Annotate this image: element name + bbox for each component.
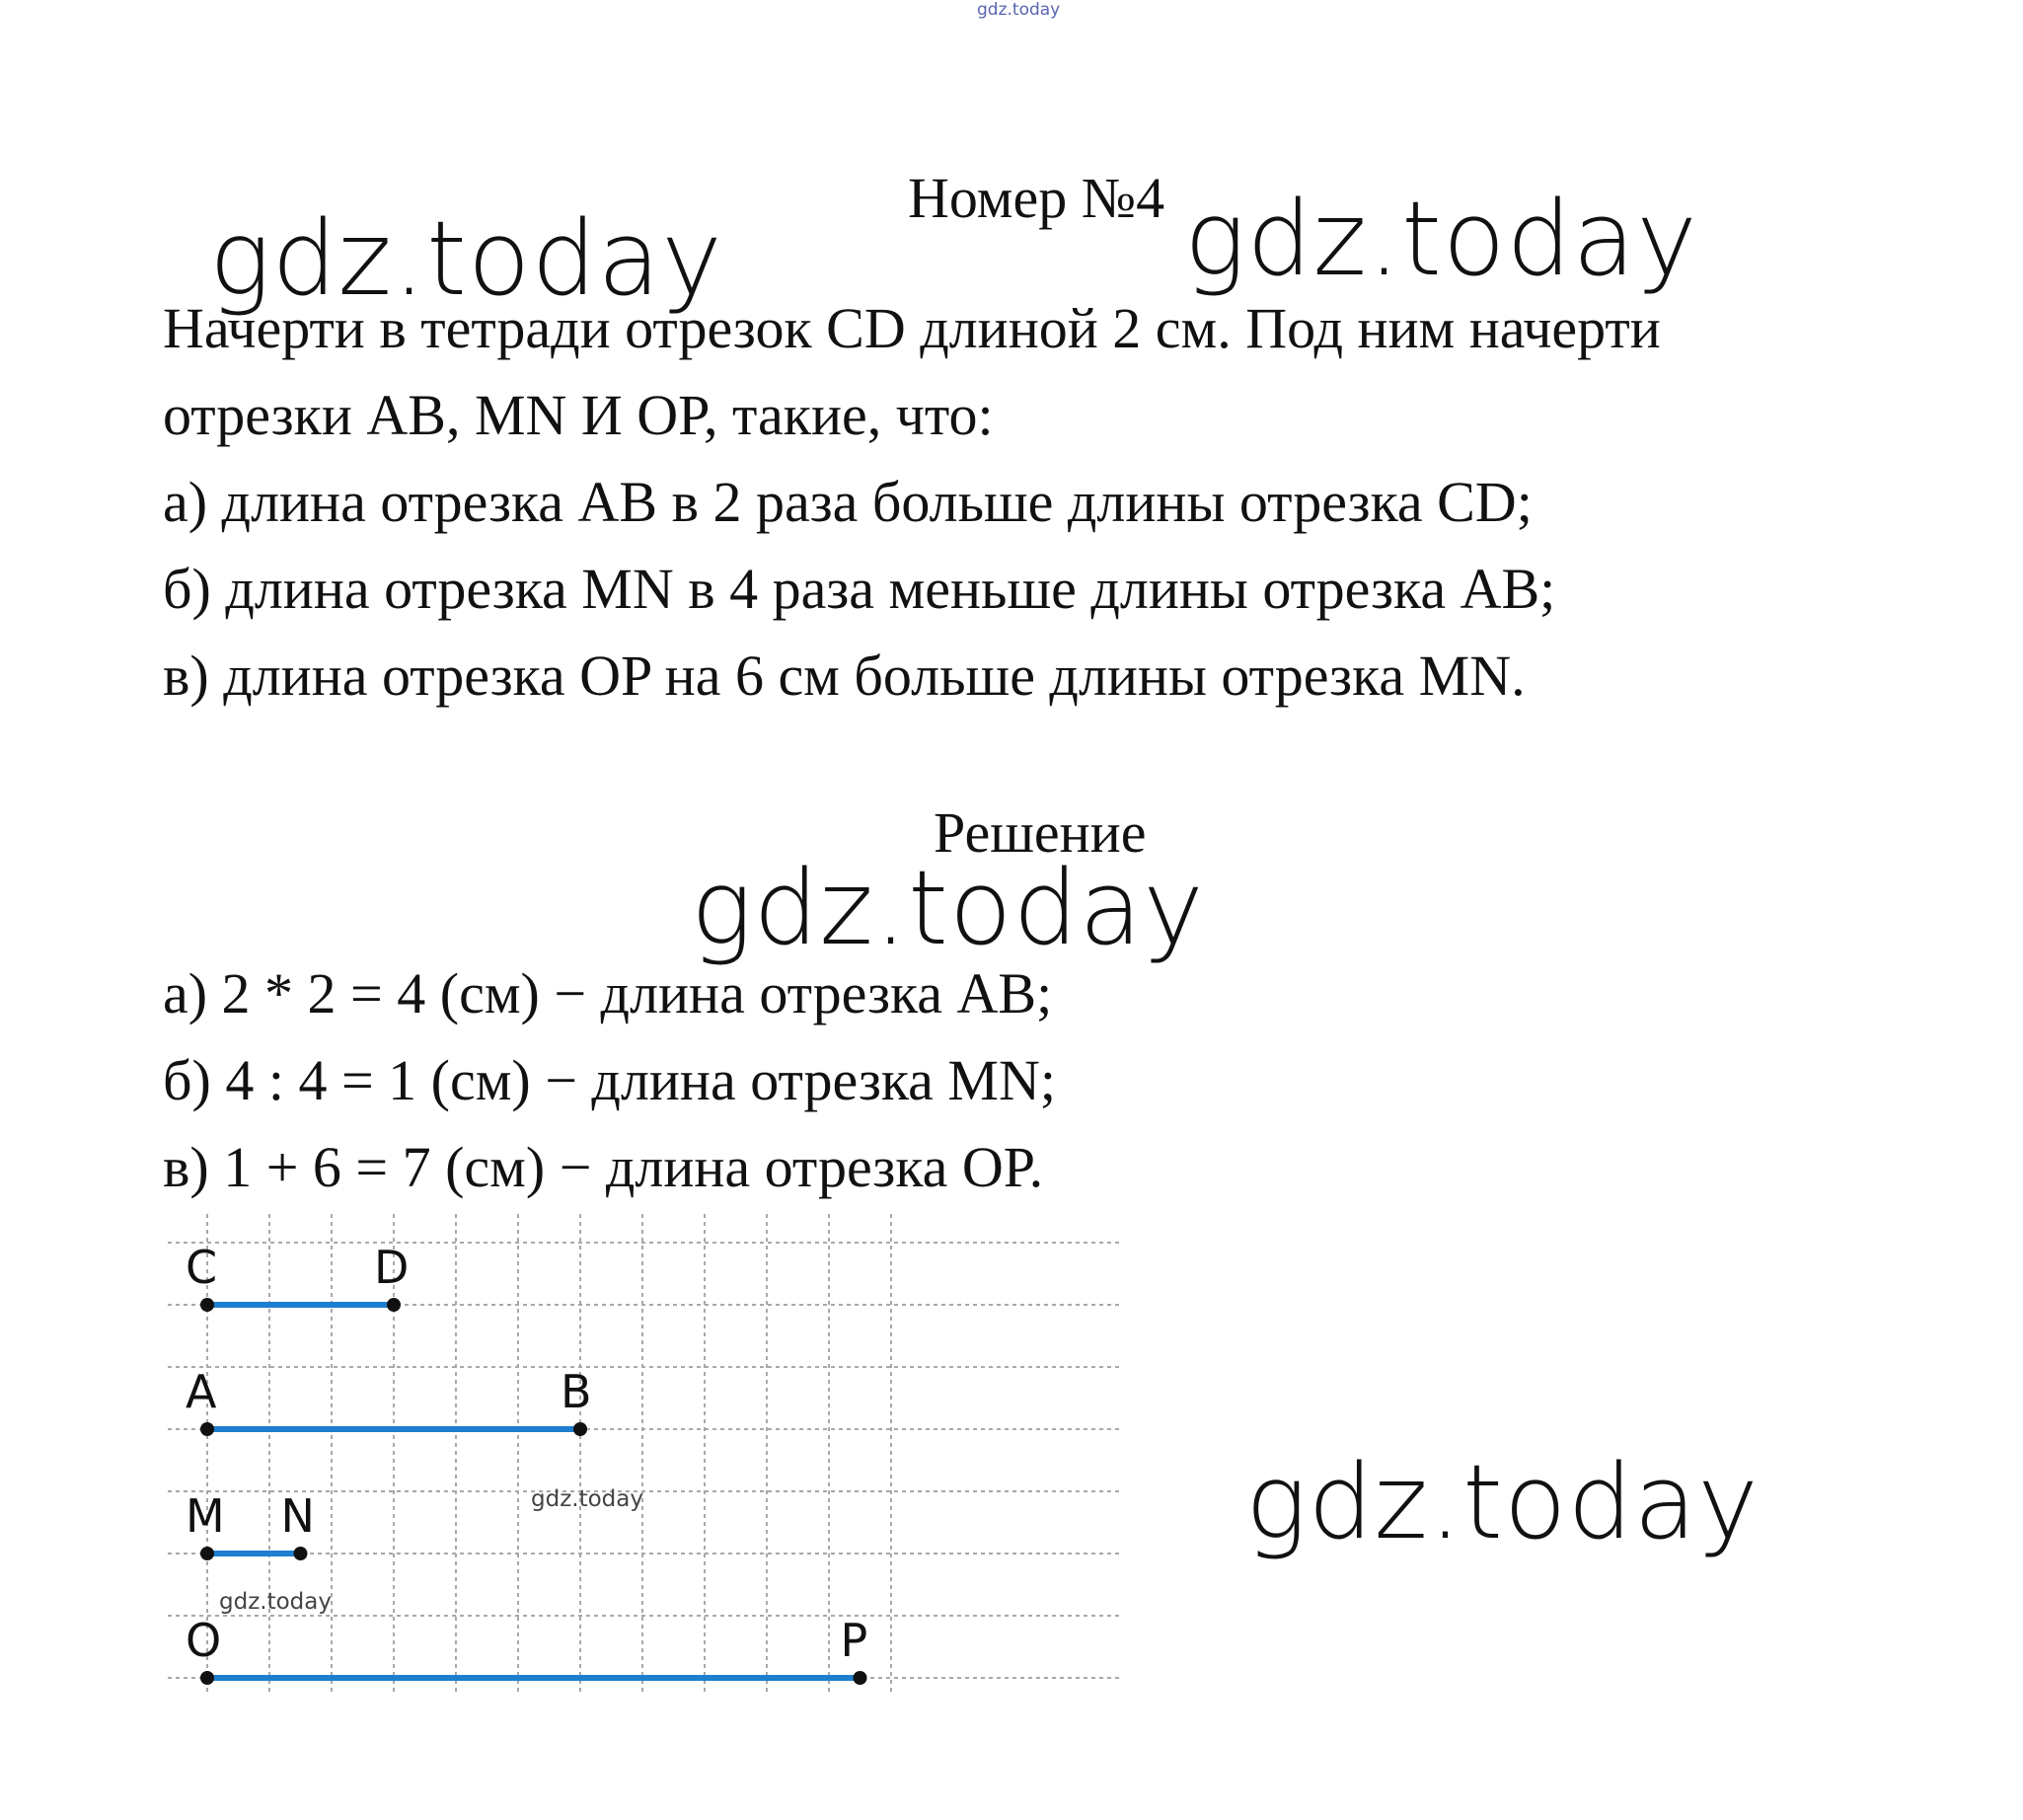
watermark-grid-center: gdz.today [531, 1486, 643, 1512]
segment-endpoint [200, 1422, 214, 1436]
segment-start-label: A [186, 1365, 217, 1418]
watermark-solution: gdz.today [691, 848, 1205, 968]
segment-endpoint [200, 1547, 214, 1560]
task-line: в) длина отрезка OP на 6 см больше длины отрезка MN. [163, 644, 1526, 708]
solution-title: Решение [934, 800, 1147, 865]
segment-endpoint [854, 1671, 867, 1685]
segment-end-label: P [840, 1614, 868, 1667]
task-line: отрезки AB, MN И OP, такие, что: [163, 383, 994, 447]
segment-start-label: M [186, 1489, 225, 1543]
segment-end-label: B [561, 1365, 592, 1418]
watermark-title-right: gdz.today [1184, 179, 1698, 299]
segment-end-label: D [374, 1241, 410, 1294]
segment-endpoint [200, 1298, 214, 1312]
watermark-top: gdz.today [977, 0, 1061, 20]
task-line: Начерти в тетради отрезок CD длиной 2 см. Под ним начерти [163, 296, 1661, 360]
segments-diagram [158, 1214, 1125, 1707]
segment-endpoint [294, 1547, 308, 1560]
segment-end-label: N [280, 1489, 315, 1543]
solution-line: б) 4 : 4 = 1 (см) − длина отрезка MN; [163, 1048, 1056, 1112]
segments-grid [158, 1214, 1125, 1707]
solution-line: в) 1 + 6 = 7 (см) − длина отрезка OP. [163, 1135, 1044, 1199]
watermark-bottom-right: gdz.today [1245, 1442, 1760, 1562]
watermark-grid-left: gdz.today [219, 1589, 332, 1615]
segment-endpoint [573, 1422, 587, 1436]
solution-line: а) 2 * 2 = 4 (см) − длина отрезка AB; [163, 961, 1053, 1025]
segment-start-label: C [186, 1241, 218, 1294]
segment-endpoint [387, 1298, 401, 1312]
task-line: а) длина отрезка AB в 2 раза больше длины отрезка CD; [163, 470, 1533, 534]
segment-endpoint [200, 1671, 214, 1685]
segment-start-label: O [186, 1614, 222, 1667]
task-title: Номер №4 [908, 166, 1165, 230]
task-line: б) длина отрезка MN в 4 раза меньше длины отрезка AB; [163, 557, 1556, 621]
watermark-title-left: gdz.today [209, 198, 723, 319]
